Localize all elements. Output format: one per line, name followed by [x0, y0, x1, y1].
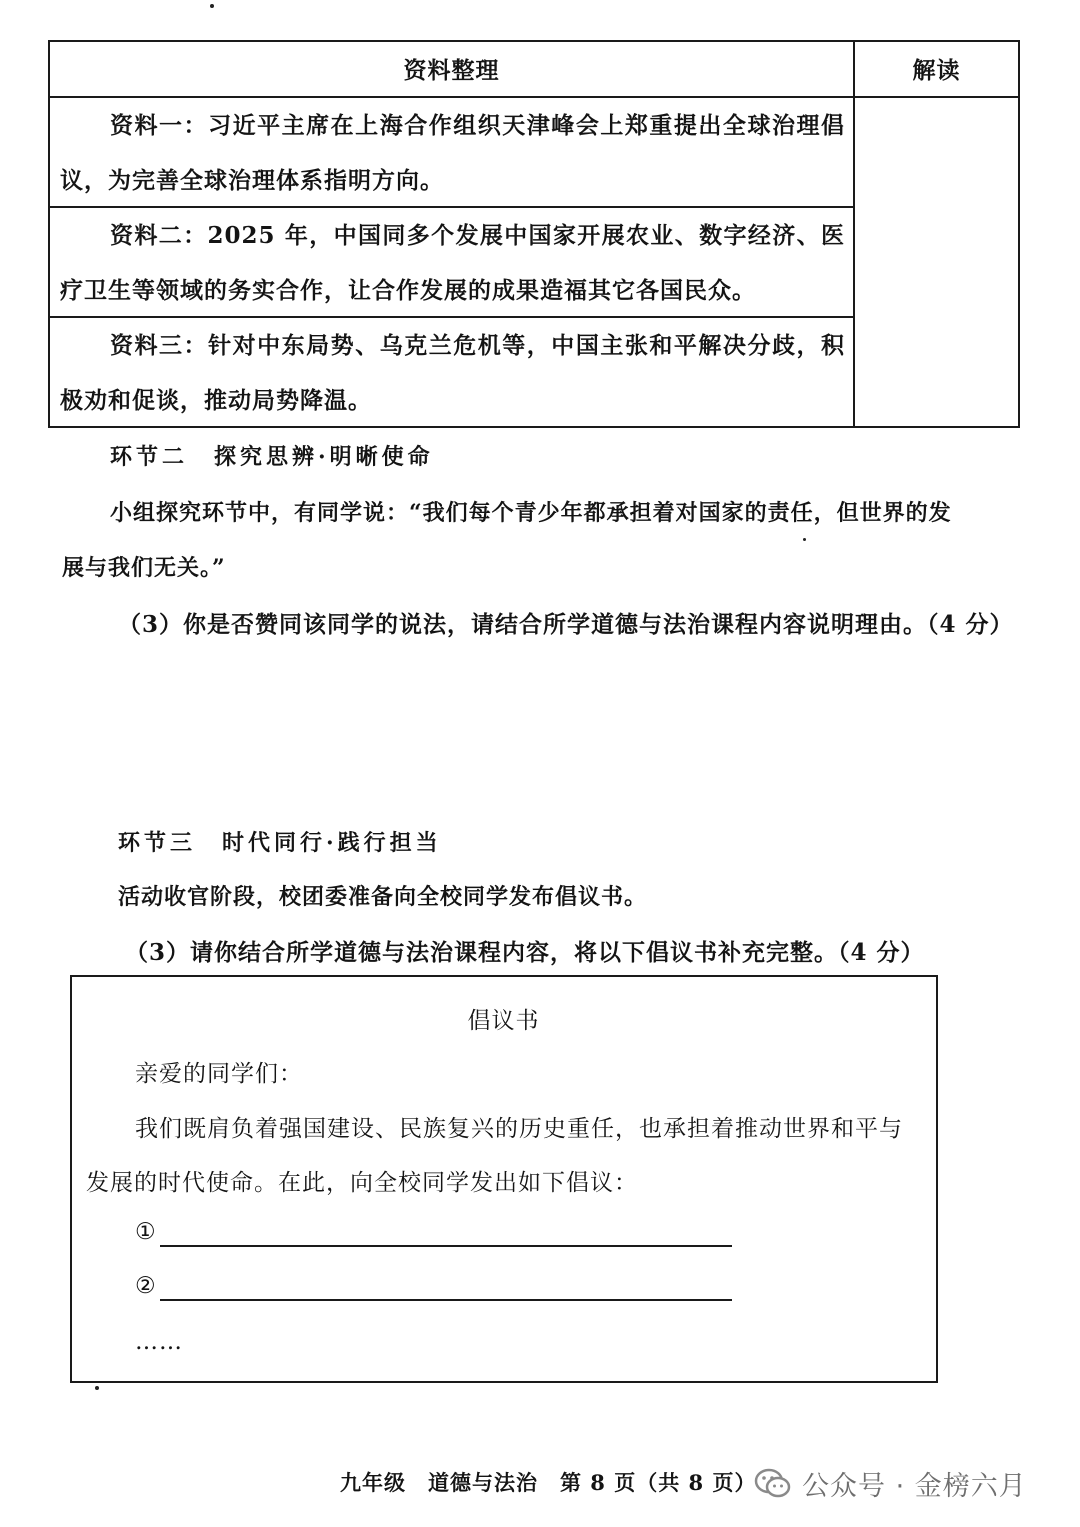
material-1-text: 资料一：习近平主席在上海合作组织天津峰会上郑重提出全球治理倡议，为完善全球治理体系指明方向。 [60, 112, 845, 194]
material-3-text: 资料三：针对中东局势、乌克兰危机等，中国主张和平解决分歧，积极劝和促谈，推动局势降温。 [60, 332, 845, 414]
table-header-interpretation: 解读 [912, 57, 961, 84]
table-header-materials: 资料整理 [403, 57, 500, 84]
proposal-greeting: 亲爱的同学们： [135, 1061, 303, 1087]
section-3-question: （3）请你结合所学道德与法治课程内容，将以下倡议书补充完整。（4 分） [125, 939, 925, 966]
section-2-question: （3）你是否赞同该同学的说法，请结合所学道德与法治课程内容说明理由。（4 分） [118, 611, 1014, 638]
proposal-body-line2: 发展的时代使命。在此，向全校同学发出如下倡议： [86, 1170, 638, 1196]
proposal-title: 倡议书 [467, 1008, 540, 1034]
page-footer: 九年级 道德与法治 第 8 页（共 8 页） [340, 1470, 757, 1495]
watermark-text: 公众号 · 金榜六月 [802, 1471, 1027, 1502]
proposal-item-1-blank[interactable] [160, 1245, 732, 1247]
material-2-text: 资料二：2025 年，中国同多个发展中国家开展农业、数字经济、医疗卫生等领域的务实合作，让合作发展的成果造福其它各国民众。 [60, 222, 845, 304]
proposal-item-2-blank[interactable] [160, 1299, 732, 1301]
scan-speck [95, 1386, 99, 1390]
wechat-icon [752, 1462, 794, 1504]
materials-table [48, 40, 1020, 428]
section-2-paragraph-line2: 展与我们无关。” [62, 555, 226, 581]
scan-speck [210, 4, 214, 8]
table-column-divider [853, 42, 855, 426]
scan-speck [803, 538, 806, 541]
proposal-body-line1: 我们既肩负着强国建设、民族复兴的历史重任，也承担着推动世界和平与 [135, 1116, 903, 1142]
proposal-item-2-marker: ② [135, 1273, 157, 1299]
proposal-item-1-marker: ① [135, 1219, 157, 1245]
section-2-title: 环节二 探究思辨·明晰使命 [110, 444, 434, 470]
proposal-ellipsis: …… [135, 1329, 183, 1355]
proposal-box [70, 975, 938, 1383]
section-3-paragraph: 活动收官阶段，校团委准备向全校同学发布倡议书。 [118, 884, 648, 910]
section-2-paragraph-line1: 小组探究环节中，有同学说：“我们每个青少年都承担着对国家的责任，但世界的发 [110, 500, 952, 526]
section-3-title: 环节三 时代同行·践行担当 [118, 830, 442, 856]
